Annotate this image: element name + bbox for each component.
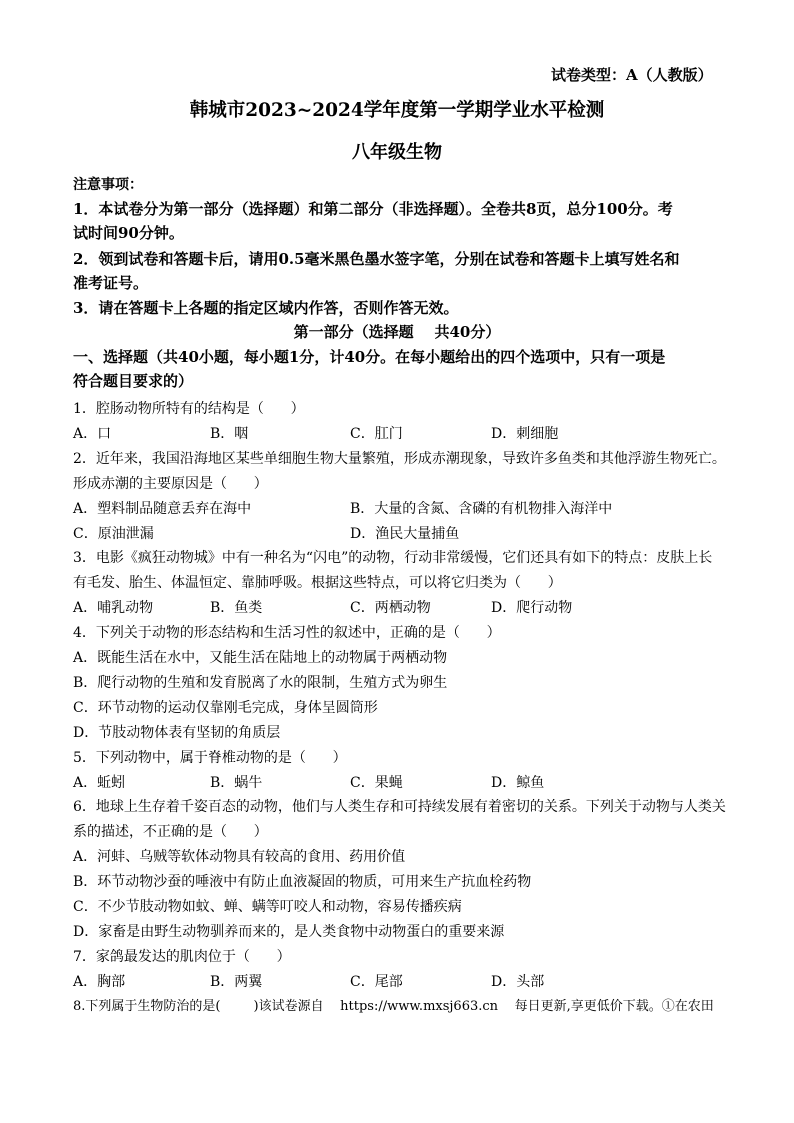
option-b[interactable]: B．咽 [210,425,249,442]
question-stem-text: 有毛发、胎生、体温恒定、靠肺呼吸。根据这些特点，可以将它归类为（ ） [73,575,562,592]
question-stem-text: 5．下列动物中，属于脊椎动物的是（ ） [73,749,347,766]
option-a[interactable]: A．口 [73,425,112,442]
option-b[interactable]: B．鱼类 [210,600,263,617]
option-text: D．家畜是由野生动物驯养而来的，是人类食物中动物蛋白的重要来源 [73,923,505,940]
question-7-stem-line-1 [73,946,733,966]
question-4-stem-line-1 [73,622,733,642]
option-text: B．爬行动物的生殖和发育脱离了水的限制，生殖方式为卵生 [73,674,448,691]
footer-tail: 每日更新,享更低价下载。①在农田 [514,999,714,1014]
question-8-stem: 8.下列属于生物防治的是( )该试卷源自 [73,999,324,1014]
question-stem-text: 2．近年来，我国沿海地区某些单细胞生物大量繁殖，形成赤潮现象，导致许多鱼类和其他浮游生物死亡。 [73,450,726,467]
question-1-stem-line-1 [73,398,733,418]
notice-item-1-line-1: 1．本试卷分为第一部分（选择题）和第二部分（非选择题）。全卷共8页，总分100分。考 [73,200,673,218]
notice-item-3: 3．请在答题卡上各题的指定区域内作答，否则作答无效。 [73,299,459,317]
option-a[interactable]: A．哺乳动物 [73,600,154,617]
section-instruction-line-1: 一、选择题（共40小题，每小题1分，计40分。在每小题给出的四个选项中，只有一项是 [73,348,666,366]
paper-type-label: 试卷类型：A（人教版） [551,66,713,84]
question-3-options [73,597,733,617]
source-link[interactable]: https://www.mxsj663.cn [340,999,499,1014]
notice-item-1-line-2: 试时间90分钟。 [73,224,184,242]
option-text: D．节肢动物体表有坚韧的角质层 [73,724,281,741]
question-4-option-a[interactable] [73,647,733,667]
exam-title: 韩城市2023~2024学年度第一学期学业水平检测 [189,100,605,121]
question-stem-text: 形成赤潮的主要原因是（ ） [73,475,268,492]
question-stem-text: 4．下列关于动物的形态结构和生活习性的叙述中，正确的是（ ） [73,625,501,642]
notice-heading: 注意事项： [73,177,143,193]
footer-line [73,995,714,1014]
question-3-stem-line-2 [73,572,733,592]
option-c[interactable]: C．果蝇 [350,774,403,791]
question-2-options-row-1 [73,498,733,518]
option-b[interactable]: B．蜗牛 [210,774,263,791]
question-7-options [73,971,733,991]
option-text: A．既能生活在水中，又能生活在陆地上的动物属于两栖动物 [73,650,448,666]
option-d[interactable]: D．头部 [491,973,545,990]
question-6-option-b[interactable] [73,871,733,891]
option-text: B．环节动物沙蚕的唾液中有防止血液凝固的物质，可用来生产抗血栓药物 [73,874,532,891]
option-b[interactable]: B．大量的含氮、含磷的有机物排入海洋中 [350,500,613,517]
question-stem-text: 7．家鸽最发达的肌肉位于（ ） [73,948,291,965]
question-4-option-b[interactable] [73,672,733,692]
option-text: C．环节动物的运动仅靠刚毛完成，身体呈圆筒形 [73,699,378,716]
question-2-options-row-2 [73,523,733,543]
part1-heading: 第一部分（选择题 共40分） [293,323,501,341]
question-2-stem-line-2 [73,473,733,493]
question-stem-text: 系的描述，不正确的是（ ） [73,824,268,841]
option-a[interactable]: A．塑料制品随意丢弃在海中 [73,500,252,517]
notice-item-2-line-1: 2．领到试卷和答题卡后，请用0.5毫米黑色墨水签字笔，分别在试卷和答题卡上填写姓名和 [73,250,680,268]
option-c[interactable]: C．原油泄漏 [73,525,154,542]
option-d[interactable]: D．渔民大量捕鱼 [350,525,460,542]
question-3-stem-line-1 [73,547,733,567]
option-text: C．不少节肢动物如蚊、蝉、螨等叮咬人和动物，容易传播疾病 [73,899,462,915]
option-b[interactable]: B．两翼 [210,973,263,990]
question-6-option-d[interactable] [73,921,733,941]
question-stem-text: 6．地球上生存着千姿百态的动物，他们与人类生存和可持续发展有着密切的关系。下列关于动物与人类关 [73,799,726,816]
question-stem-text: 3．电影《疯狂动物城》中有一种名为“闪电”的动物，行动非常缓慢，它们还具有如下的特点：皮肤上长 [73,550,713,567]
question-6-option-c[interactable] [73,896,733,916]
option-text: A．河蚌、乌贼等软体动物具有较高的食用、药用价值 [73,849,406,866]
question-2-stem-line-1 [73,448,733,468]
option-d[interactable]: D．爬行动物 [491,600,573,617]
section-instruction-line-2: 符合题目要求的） [73,372,194,390]
option-a[interactable]: A．蚯蚓 [73,774,126,791]
option-d[interactable]: D．鲸鱼 [491,774,545,791]
question-6-stem-line-2 [73,821,733,841]
option-a[interactable]: A．胸部 [73,973,126,990]
question-5-stem-line-1 [73,747,733,767]
question-5-options [73,772,733,792]
option-d[interactable]: D．刺细胞 [491,425,559,442]
option-c[interactable]: C．肛门 [350,425,403,442]
question-stem-text: 1．腔肠动物所特有的结构是（ ） [73,401,305,417]
question-1-options [73,423,733,443]
notice-item-2-line-2: 准考证号。 [73,274,149,292]
exam-subtitle: 八年级生物 [352,142,442,163]
option-c[interactable]: C．两栖动物 [350,600,431,617]
question-6-stem-line-1 [73,796,733,816]
question-6-option-a[interactable] [73,846,733,866]
option-c[interactable]: C．尾部 [350,973,403,990]
question-4-option-c[interactable] [73,697,733,717]
question-4-option-d[interactable] [73,722,733,742]
